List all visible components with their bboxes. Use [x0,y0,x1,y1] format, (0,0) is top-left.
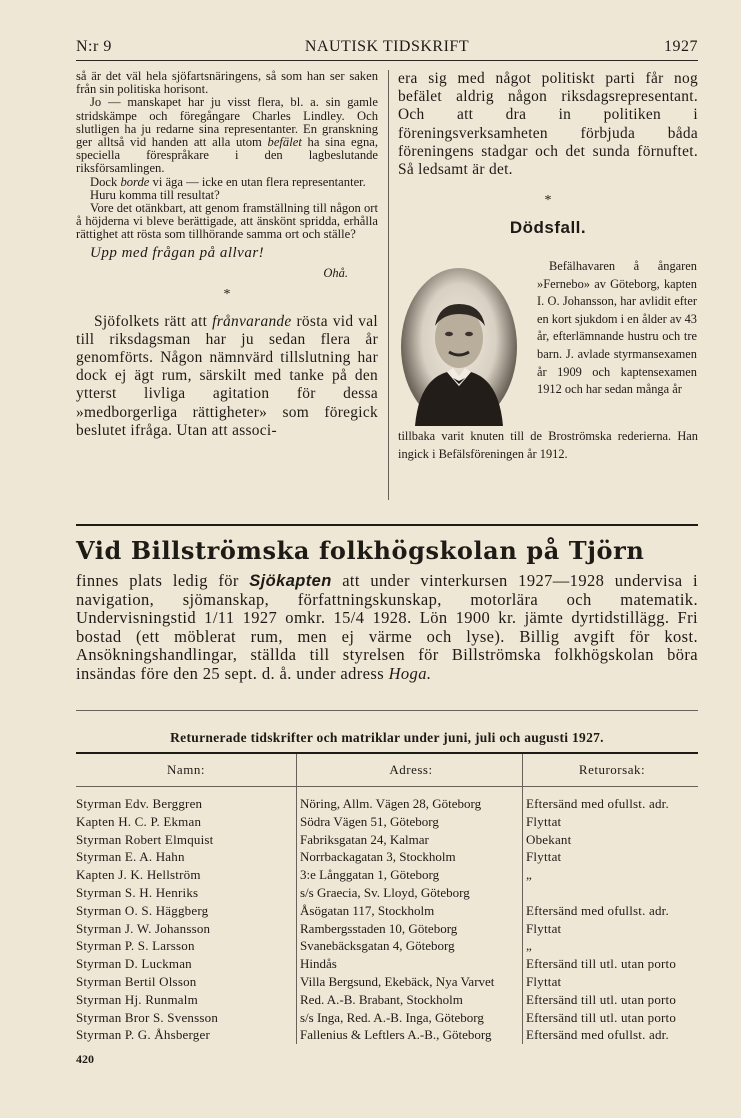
name-cell: Styrman Edv. Berggren [76,796,203,811]
name-cell: Kapten J. K. Hellström [76,867,201,883]
reason-cell: Eftersänd med ofullst. adr. [526,1027,669,1043]
obituary-heading: Dödsfall. [509,218,587,237]
journal-title: NAUTISK TIDSKRIFT [304,38,470,55]
address-cell: Åsögatan 117, Stockholm [300,902,435,918]
address-cell: 3:e Långgatan 1, Göteborg [300,867,440,883]
advert-top-rule [76,524,698,526]
column-divider [388,70,389,500]
section-separator: * [223,286,231,302]
paragraph: Dock borde vi äga — icke en utan flera representanter. [90,174,366,189]
address-cell: Nöring, Allm. Vägen 28, Göteborg [300,796,482,811]
table-row [76,832,698,850]
address-cell: s/s Inga, Red. A.-B. Inga, Göteborg [300,1009,484,1025]
portrait-figure [401,268,517,426]
address-cell: Svanebäcksgatan 4, Göteborg [300,938,455,954]
year: 1927 [664,38,698,55]
address-cell: Norrbackagatan 3, Stockholm [300,849,456,865]
right-column [398,70,698,461]
address-cell: Fabriksgatan 24, Kalmar [300,831,429,847]
reason-cell: Flyttat [526,813,562,829]
obituary-text-continued [398,428,698,463]
address-cell: Villa Bergsund, Ekebäck, Nya Varvet [300,973,495,989]
table-row [76,885,698,903]
address-cell: Rambergsstaden 10, Göteborg [300,920,458,936]
reason-cell: Eftersänd till utl. utan porto [526,1009,677,1025]
reason-cell: Eftersänd till utl. utan porto [526,956,677,972]
header-rule [76,60,698,61]
reason-cell: Flyttat [526,920,562,936]
table-top-rule [76,752,698,754]
name-cell: Styrman J. W. Johansson [76,920,211,936]
paragraph: Huru komma till resultat? [90,187,220,202]
paragraph: Vore det otänkbart, att genom framställning till någon ort å höjderna vi bleve berättigade, att änskönt spridda, erhålla rättighet att rösta som tillhörande samma ort och ställe? [76,201,378,242]
reason-cell: Eftersänd till utl. utan porto [526,991,677,1007]
reason-cell: Eftersänd med ofullst. adr. [526,902,669,918]
column-header-reason: Returorsak: [578,762,646,777]
name-cell: Styrman Robert Elmquist [76,831,214,847]
table-row [76,814,698,832]
table-body [76,796,698,1045]
reason-cell: „ [526,938,532,954]
name-cell: Styrman S. H. Henriks [76,884,199,900]
table-row [76,921,698,939]
address-cell: Södra Vägen 51, Göteborg [300,813,439,829]
signature: Ohå. [323,265,348,280]
advert-body: finnes plats ledig för Sjökapten att under vinterkursen 1927—1928 undervisa i navigation, sjömanskap, författningskunskap, motorlära och matematik. Undervisningstid 1/11 1927 omkr. 15/4 1928. Lön 1900 kr. jämte dyrtidstillägg. Fri bostad (ett möblerat rum, men ej värme och lyse). Billig avgift för kost. Ansökningshandlingar, ställda till styrelsen för Billströmska folkhögskolan böra insändas före den 25 sept. d. å. under adress Hoga. [76,571,698,683]
name-cell: Styrman P. S. Larsson [76,938,195,954]
issue-number: N:r 9 [76,38,112,55]
paragraph: så är det väl hela sjöfartsnäringens, så som han ser saken från sin politiska horisont. [76,69,378,97]
table-row [76,796,698,814]
table-row [76,1010,698,1028]
table-row [76,867,698,885]
name-cell: Kapten H. C. P. Ekman [76,813,202,829]
paragraph: tillbaka varit knuten till de Broströmska rederierna. Han ingick i Befälsföreningen år 1912. [398,429,698,461]
address-cell: s/s Graecia, Sv. Lloyd, Göteborg [300,884,470,900]
address-cell: Fallenius & Leftlers A.-B., Göteborg [300,1027,492,1043]
name-cell: Styrman Hj. Runmalm [76,991,198,1007]
reason-cell: „ [526,867,532,883]
name-cell: Styrman E. A. Hahn [76,849,185,865]
page-number: 420 [76,1052,94,1066]
reason-cell: Flyttat [526,973,562,989]
column-header-name: Namn: [167,762,205,777]
name-cell: Styrman O. S. Häggberg [76,902,209,918]
column-header-address: Adress: [389,762,433,777]
left-column [76,70,378,440]
paragraph: Befälhavaren å ångaren »Fernebo» av Göteborg, kapten I. O. Johansson, har avlidit efter en kort sjukdom i en ålder av 43 år, efterlämnande hustru och tre barn. J. avlade styrmansexamen år 1909 och kaptensexamen 1912 och har sedan många år [537,259,698,397]
reason-cell: Obekant [526,831,572,847]
name-cell: Styrman D. Luckman [76,956,192,972]
name-cell: Styrman Bertil Olsson [76,973,197,989]
paragraph: era sig med något politiskt parti får nog befälet aldrig någon riksdagsrepresentant. Och att dra in politiken i föreningsverksamheten förbjuda båda föreningens stadgar och det sunda förnuftet. Så ledsamt är det. [398,70,698,179]
table-header-rule [76,786,698,787]
obituary-text [537,258,697,399]
advert-heading: Vid Billströmska folkhögskolan på Tjörn [76,536,645,565]
reason-cell: Eftersänd med ofullst. adr. [526,796,669,811]
running-header [76,36,698,60]
address-cell: Hindås [300,956,337,972]
table-row [76,938,698,956]
section-separator: * [544,193,552,209]
name-cell: Styrman Bror S. Svensson [76,1009,219,1025]
slogan: Upp med frågan på allvar! [90,244,265,261]
paragraph: Jo — manskapet har ju visst flera, bl. a. sin gamle stridskämpe och föregångare Charles Lindley. Och slutligen ha ju redarne sina representanter. En granskning ger alltså vid handen att alla utom befälet ha sina egna, speciella förespråkare i den lagbeslutande riksförsamlingen. [76,95,378,176]
table-row [76,849,698,867]
address-cell: Red. A.-B. Brabant, Stockholm [300,991,463,1007]
table-title: Returnerade tidskrifter och matriklar under juni, juli och augusti 1927. [170,730,604,745]
paragraph: Sjöfolkets rätt att frånvarande rösta vid val till riksdagsman har ju sedan flera år genomförts. Någon nämnvärd tillslutning har dock ej ägt rum, särskilt med tanke på den ytterst livliga agitation för dessa »medborgerliga rättigheter» som föregick beslutet ifråga. Utan att associ- [76,312,378,439]
table-row [76,1027,698,1045]
table-row [76,974,698,992]
reason-cell: Flyttat [526,849,562,865]
table-row [76,992,698,1010]
table-row [76,956,698,974]
advert-bottom-rule [76,710,698,711]
portrait-photo [401,268,517,426]
table-row [76,903,698,921]
name-cell: Styrman P. G. Åhsberger [76,1027,210,1043]
